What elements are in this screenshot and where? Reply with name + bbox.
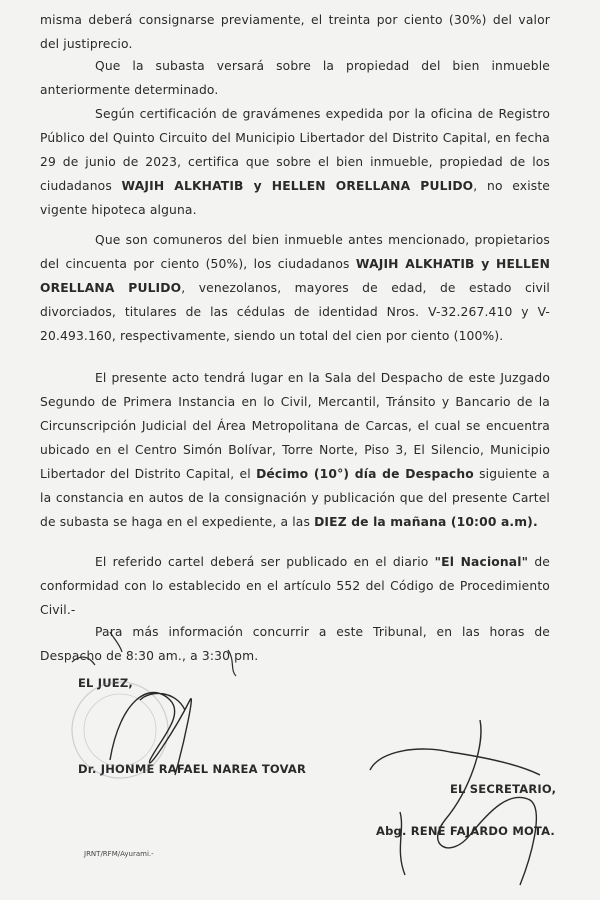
publication-end: de conformidad con lo establecido en el artículo 552 del Código de Procedimiento Civil.- <box>40 555 551 617</box>
owners-names: WAJIH ALKHATIB y HELLEN ORELLANA PULIDO <box>121 179 474 193</box>
coowners-details: , venezolanos, mayores de edad, de estado civil divorciados, titulares de las cédulas de identidad Nros. V-32.267.410 y V-20.493.160, respectivamente, siendo un total del cien por ciento (100%). <box>40 281 550 343</box>
secretary-title: EL SECRETARIO, <box>450 782 557 796</box>
paragraph-subject-text: Que la subasta versará sobre la propiedad del bien inmueble anteriormente determinado. <box>40 59 550 97</box>
judge-title: EL JUEZ, <box>78 676 133 690</box>
court-seal <box>72 682 168 778</box>
judge-signature <box>110 693 191 776</box>
info-scribble <box>72 632 236 676</box>
information-text: Para más información concurrir a este Tribunal, en las horas de Despacho de 8:30 am., a 3:30 pm. <box>40 625 550 663</box>
venue-time: DIEZ de la mañana (10:00 a.m). <box>314 515 538 529</box>
publication-text: El referido cartel deberá ser publicado en el diario <box>95 555 435 569</box>
certification-end: , no existe vigente hipoteca alguna. <box>40 179 551 217</box>
judge-name: Dr. JHONME RAFAEL NAREA TOVAR <box>78 762 307 776</box>
secretary-name: Abg. RENÉ FAJARDO MOTA. <box>376 824 555 838</box>
secretary-signature <box>370 720 540 885</box>
paragraph-deposit-text: misma deberá consignarse previamente, el treinta por ciento (30%) del valor del justiprecio. <box>40 13 550 51</box>
venue-day: Décimo (10°) día de Despacho <box>256 467 474 481</box>
newspaper-name: "El Nacional" <box>434 555 529 569</box>
venue-text: El presente acto tendrá lugar en la Sala del Despacho de este Juzgado Segundo de Primera Instancia en lo Civil, Mercantil, Tránsito y Bancario de la Circunscripción Judicial del Área Metropolitana de Carcas, el cual se encuentra ubicado en el Centro Simón Bolívar, Torre Norte, Piso 3, El Silencio, Municipio Libertador del Distrito Capital, el <box>40 371 550 481</box>
coowners-text: Que son comuneros del bien inmueble antes mencionado, propietarios del cincuenta por ciento (50%), los ciudadanos <box>40 233 550 271</box>
venue-text-2: siguiente a la constancia en autos de la consignación y publicación que del presente Cartel de subasta se haga en el expediente, a las <box>40 467 550 529</box>
initials-reference: JRNT/RFM/Ayurami.- <box>84 850 154 858</box>
certification-text: Según certificación de gravámenes expedida por la oficina de Registro Público del Quinto Circuito del Municipio Libertador del Distrito Capital, en fecha 29 de junio de 2023, certifica que sobre el bien inmueble, propiedad de los ciudadanos <box>40 107 550 193</box>
coowners-names: WAJIH ALKHATIB y HELLEN ORELLANA PULIDO <box>40 257 551 295</box>
